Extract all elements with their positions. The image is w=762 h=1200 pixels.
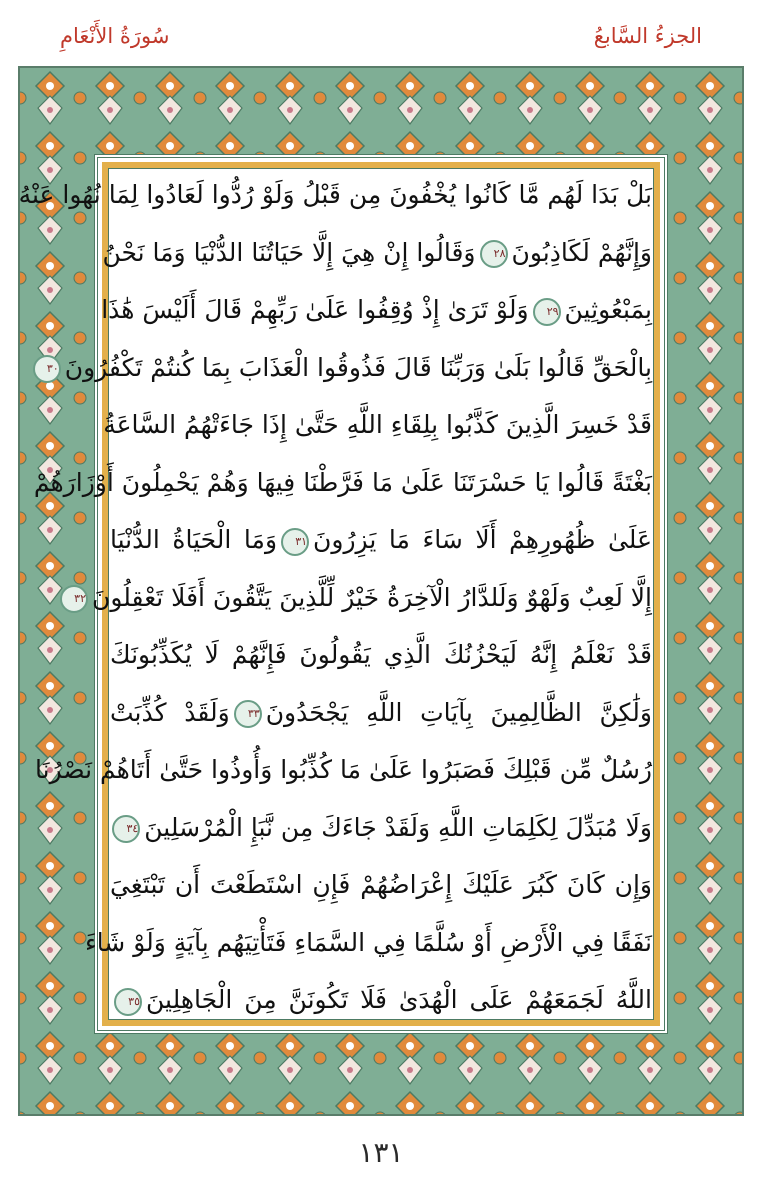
verse-line [110,856,652,914]
verse-line [35,741,652,799]
verse-line [102,224,652,282]
ayah-number-marker: ٢٨ [480,240,508,268]
verse-line [110,971,652,1029]
verse-text-continued: وَمَا الْحَيَاةُ الدُّنْيَا [110,525,278,554]
verse-text: إِلَّا لَعِبٌ وَلَهْوٌ وَلَلدَّارُ الْآخِرَةُ خَيْرٌ لِّلَّذِينَ يَتَّقُونَ أَفَلَا تَعْقِلُونَ [92,582,652,612]
verse-text: عَلَىٰ ظُهُورِهِمْ أَلَا سَاءَ مَا يَزِرُونَ [313,525,652,554]
verse-text: وَإِنَّهُمْ لَكَاذِبُونَ [511,237,652,267]
verse-line [103,396,652,454]
verse-text: وَلَٰكِنَّ الظَّالِمِينَ بِآيَاتِ اللَّهِ يَجْحَدُونَ [265,697,653,727]
ayah-number-marker: ٣٠ [33,355,61,383]
verse-line [110,626,652,684]
page-number: ١٣١ [358,1136,404,1169]
verse-line [110,511,652,569]
surah-header: سُورَةُ الأَنْعَامِ [60,24,170,48]
ayah-number-marker: ٣٤ [112,815,140,843]
verse-text-continued: وَلَقَدْ كُذِّبَتْ [110,697,230,727]
verse-line [84,914,652,972]
verse-text: بَلْ بَدَا لَهُم مَّا كَانُوا يُخْفُونَ مِن قَبْلُ وَلَوْ رُدُّوا لَعَادُوا لِمَا نُهُوا عَنْهُ [18,180,652,209]
verse-line [46,339,652,397]
ayah-number-marker: ٣٢ [60,585,88,613]
verse-text: بِالْحَقِّ قَالُوا بَلَىٰ وَرَبِّنَا قَالَ فَذُوقُوا الْعَذَابَ بِمَا كُنتُمْ تَكْفُرُونَ [64,352,652,382]
ayah-number-marker: ٣١ [281,528,309,556]
verse-text: وَإِن كَانَ كَبُرَ عَلَيْكَ إِعْرَاضُهُمْ فَإِنِ اسْتَطَعْتَ أَن تَبْتَغِيَ [110,870,652,899]
verse-text: بِمَبْعُوثِينَ [564,295,652,324]
verse-line [101,281,652,339]
ayah-number-marker: ٣٥ [114,988,142,1016]
verse-text: وَلَا مُبَدِّلَ لِكَلِمَاتِ اللَّهِ وَلَقَدْ جَاءَكَ مِن نَّبَإِ الْمُرْسَلِينَ [144,812,652,842]
verse-text: نَفَقًا فِي الْأَرْضِ أَوْ سُلَّمًا فِي السَّمَاءِ فَتَأْتِيَهُم بِآيَةٍ وَلَوْ شَاءَ [84,927,652,957]
verse-text: قَدْ نَعْلَمُ إِنَّهُ لَيَحْزُنُكَ الَّذِي يَقُولُونَ فَإِنَّهُمْ لَا يُكَذِّبُونَكَ [110,640,652,669]
juz-header: الجزءُ السَّابعُ [593,24,702,48]
verse-text: بَغْتَةً قَالُوا يَا حَسْرَتَنَا عَلَىٰ مَا فَرَّطْنَا فِيهَا وَهُمْ يَحْمِلُونَ أَوْزَارَهُمْ [33,467,652,497]
ayah-number-marker: ٣٣ [234,700,262,728]
verse-line [74,569,652,627]
verse-text: قَدْ خَسِرَ الَّذِينَ كَذَّبُوا بِلِقَاءِ اللَّهِ حَتَّىٰ إِذَا جَاءَتْهُمُ السَّاعَةُ [103,410,652,439]
verse-lines [18,166,653,1029]
verse-line [110,799,652,857]
verse-text-continued: وَقَالُوا إِنْ هِيَ إِلَّا حَيَاتُنَا الدُّنْيَا وَمَا نَحْنُ [102,237,476,267]
verse-line [110,684,652,742]
verse-text: اللَّهُ لَجَمَعَهُمْ عَلَى الْهُدَىٰ فَلَا تَكُونَنَّ مِنَ الْجَاهِلِينَ [146,985,652,1014]
ayah-number-marker: ٢٩ [533,298,561,326]
verse-text: رُسُلٌ مِّن قَبْلِكَ فَصَبَرُوا عَلَىٰ مَا كُذِّبُوا وَأُوذُوا حَتَّىٰ أَتَاهُمْ نَصْرُنَا [35,755,652,784]
verse-text-continued: وَلَوْ تَرَىٰ إِذْ وُقِفُوا عَلَىٰ رَبِّهِمْ قَالَ أَلَيْسَ هَٰذَا [101,295,529,324]
verse-line [33,454,652,512]
verse-line [18,166,652,224]
